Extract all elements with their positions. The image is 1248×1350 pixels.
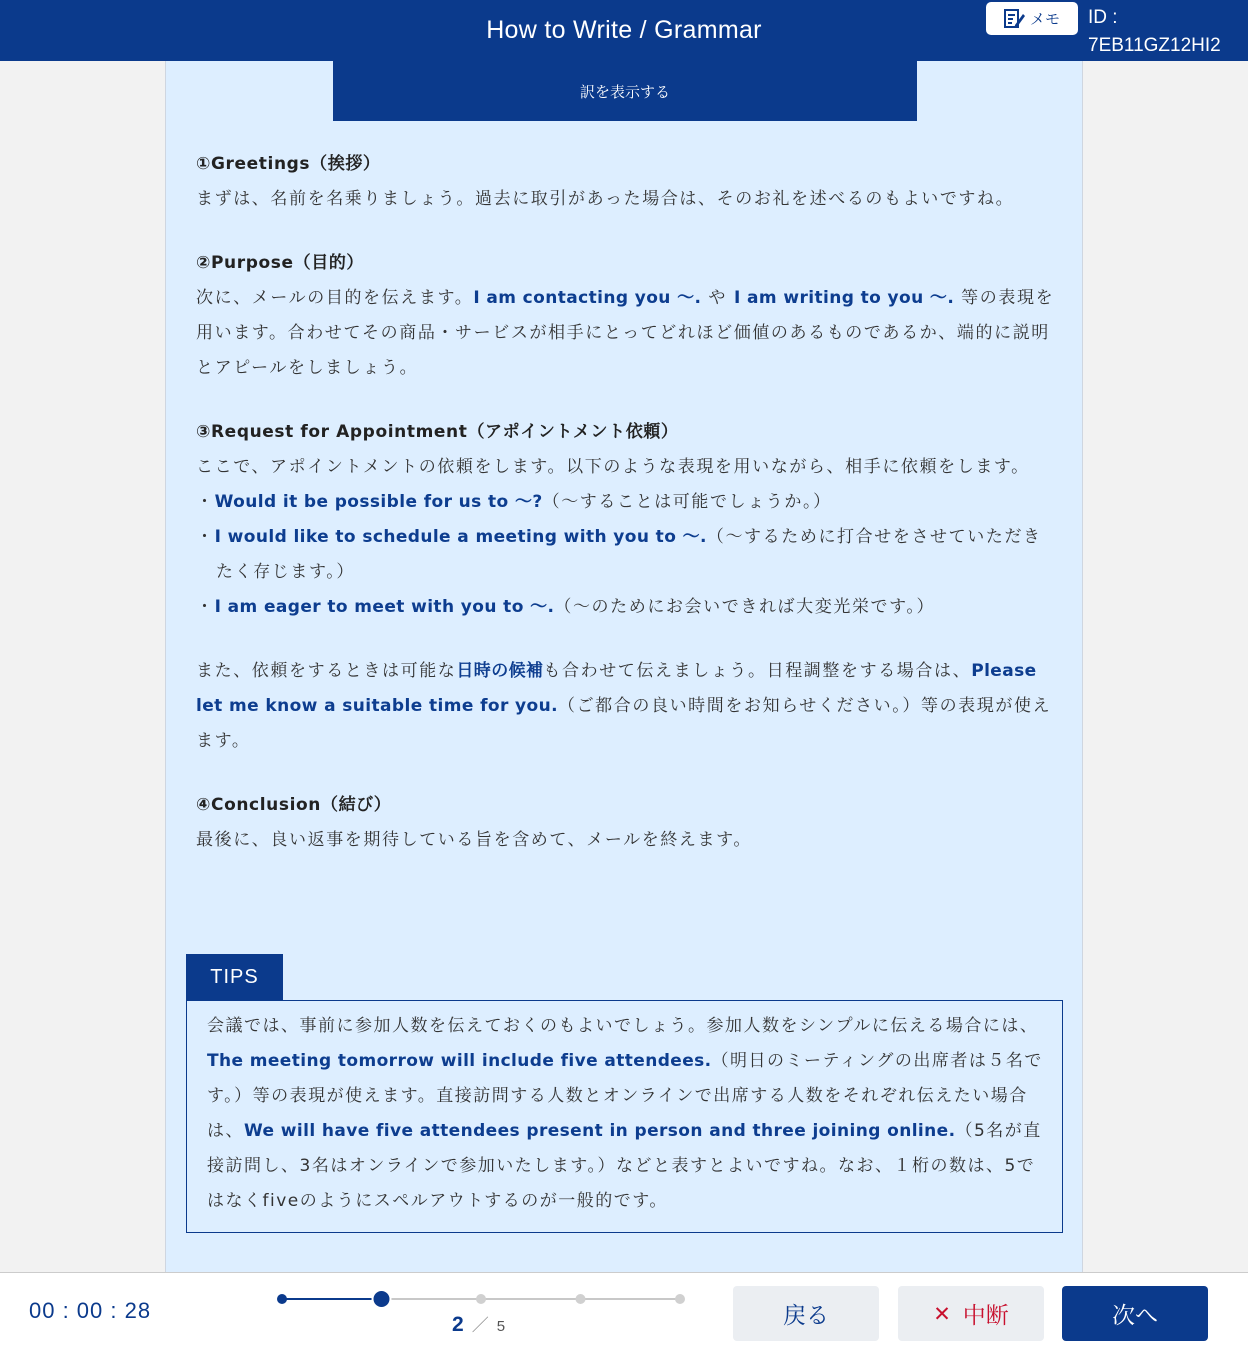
bullet-translation: （～することは可能でしょうか。） bbox=[542, 492, 832, 512]
request-example: Please let me know a suitable time for you. bbox=[196, 661, 1037, 716]
section-title-request: ③Request for Appointment（アポイントメント依頼） bbox=[196, 422, 679, 442]
progress-step-done bbox=[277, 1294, 287, 1304]
lesson-body bbox=[196, 147, 1056, 858]
section-title-greetings: ①Greetings（挨拶） bbox=[196, 154, 381, 174]
progress-step bbox=[675, 1294, 685, 1304]
purpose-text-1: 次に、メールの目的を伝えます。 bbox=[196, 288, 474, 308]
close-x-icon: ✕ bbox=[933, 1301, 951, 1326]
top-bar bbox=[0, 0, 1248, 61]
section-text-greetings: まずは、名前を名乗りましょう。過去に取引があった場合は、そのお礼を述べるのもよいですね。 bbox=[196, 189, 1015, 209]
purpose-example-1: I am contacting you ～. bbox=[473, 288, 702, 308]
tips-example-2: We will have five attendees present in person and three joining online. bbox=[244, 1121, 956, 1141]
bullet-mark: ・ bbox=[196, 492, 215, 512]
tips-box bbox=[186, 1000, 1063, 1233]
request-text-1: また、依頼をするときは可能な bbox=[196, 661, 457, 681]
section-intro-request: ここで、アポイントメントの依頼をします。以下のような表現を用いながら、相手に依頼をします。 bbox=[196, 457, 1030, 477]
section-title-purpose: ②Purpose（目的） bbox=[196, 253, 365, 273]
page-current: 2 bbox=[452, 1313, 464, 1336]
page-total: 5 bbox=[496, 1318, 506, 1335]
bullet-example: I would like to schedule a meeting with you to ～. bbox=[214, 527, 707, 547]
id-value: 7EB11GZ12HI2 bbox=[1088, 35, 1221, 56]
purpose-text-3: 等の表現を用います。合わせてその商品・サービスが相手にとってどれほど価値のあるものであるか、端的に説明とアピールをしましょう。 bbox=[196, 288, 1055, 378]
session-id bbox=[1088, 4, 1221, 60]
back-label: 戻る bbox=[783, 1303, 829, 1329]
progress-step-current bbox=[373, 1290, 391, 1308]
section-title-conclusion: ④Conclusion（結び） bbox=[196, 795, 392, 815]
memo-button[interactable] bbox=[986, 2, 1078, 35]
request-bullet bbox=[196, 485, 1056, 520]
bottom-bar bbox=[0, 1272, 1248, 1350]
purpose-example-2: I am writing to you ～. bbox=[734, 288, 955, 308]
request-text-3: （ご都合の良い時間をお知らせください。）等の表現が使えます。 bbox=[196, 696, 1052, 751]
bullet-example: I am eager to meet with you to ～. bbox=[214, 597, 555, 617]
memo-edit-icon bbox=[1004, 8, 1026, 30]
request-bullet bbox=[196, 520, 1056, 590]
page-indicator bbox=[452, 1311, 505, 1337]
next-button[interactable] bbox=[1062, 1286, 1208, 1341]
memo-label: メモ bbox=[1029, 10, 1060, 28]
bullet-mark: ・ bbox=[196, 597, 215, 617]
section-text-conclusion: 最後に、良い返事を期待している旨を含めて、メールを終えます。 bbox=[196, 830, 752, 850]
bullet-mark: ・ bbox=[196, 527, 215, 547]
progress-step bbox=[576, 1294, 586, 1304]
bullet-translation: （～のためにお会いできれば大変光栄です。） bbox=[554, 597, 936, 617]
show-translation-button[interactable]: 訳を表示する bbox=[333, 61, 917, 121]
request-text-2: も合わせて伝えましょう。日程調整をする場合は、 bbox=[543, 661, 972, 681]
id-label: ID : bbox=[1088, 7, 1118, 28]
tips-label: TIPS bbox=[186, 954, 283, 1001]
tips-text-3: （5名が直接訪問し、3名はオンラインで参加いたします。）などと表すとよいですね。なお、１桁の数は、5ではなくfiveのようにスペルアウトするのが一般的です。 bbox=[207, 1121, 1042, 1211]
bullet-example: Would it be possible for us to ～? bbox=[214, 492, 543, 512]
pause-button[interactable] bbox=[898, 1286, 1044, 1341]
tips-text-1: 会議では、事前に参加人数を伝えておくのもよいでしょう。参加人数をシンプルに伝える場合には、 bbox=[207, 1016, 1039, 1036]
tips-text-2: （明日のミーティングの出席者は５名です。）等の表現が使えます。直接訪問する人数とオンラインで出席する人数をそれぞれ伝えたい場合は、 bbox=[207, 1051, 1043, 1141]
page-separator: ／ bbox=[471, 1316, 489, 1335]
next-label: 次へ bbox=[1112, 1303, 1158, 1329]
section-text-purpose bbox=[196, 281, 1056, 386]
tips-example-1: The meeting tomorrow will include five attendees. bbox=[207, 1051, 712, 1071]
pause-label: 中断 bbox=[962, 1303, 1009, 1329]
bullet-translation: （～するために打合せをさせていただきたく存じます。） bbox=[216, 527, 1042, 582]
section-text-request-2 bbox=[196, 654, 1056, 759]
purpose-text-2: や bbox=[701, 288, 734, 308]
tips-text bbox=[207, 1009, 1043, 1219]
request-bullet bbox=[196, 590, 1056, 625]
request-highlight: 日時の候補 bbox=[456, 661, 544, 681]
lesson-content bbox=[165, 61, 1083, 1272]
elapsed-timer: 00 : 00 : 28 bbox=[29, 1298, 152, 1323]
page-title: How to Write / Grammar bbox=[486, 16, 762, 44]
back-button[interactable] bbox=[733, 1286, 879, 1341]
progress-step bbox=[476, 1294, 486, 1304]
